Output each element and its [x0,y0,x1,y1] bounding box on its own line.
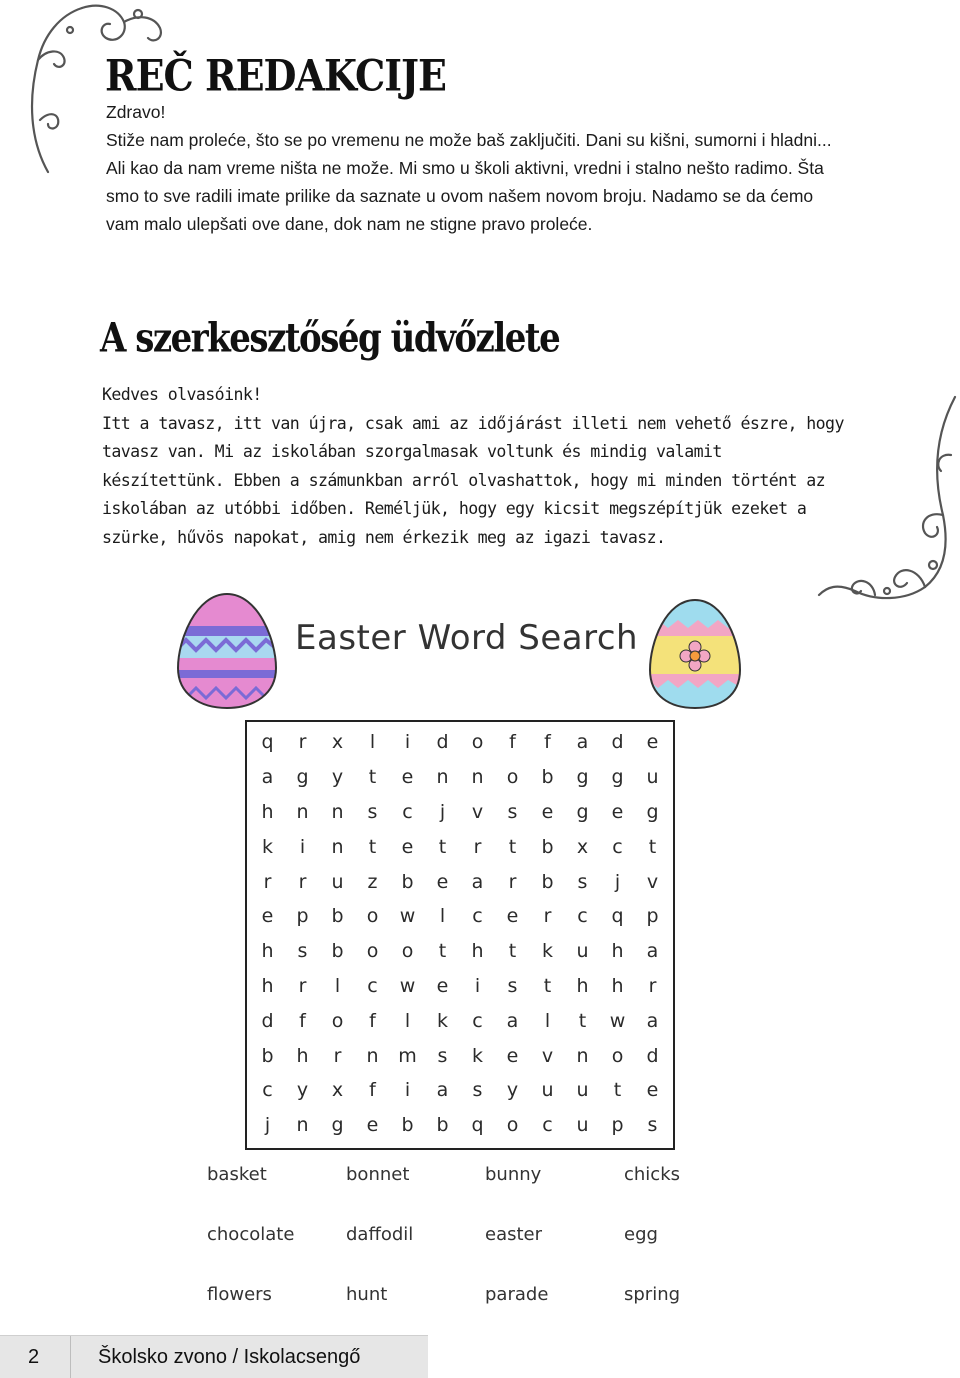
grid-letter: j [439,800,446,823]
grid-letter: x [331,1079,344,1102]
grid-letter: g [576,800,589,823]
grid-letter: a [261,766,274,789]
grid-letter: g [611,766,624,789]
grid-letter: o [471,731,484,754]
grid-letter: y [506,1079,519,1102]
grid-letter: b [436,1114,449,1137]
word-list-item: hunt [346,1284,388,1305]
grid-letter: u [576,1079,589,1102]
grid-letter: w [609,1009,626,1032]
grid-letter: g [331,1114,344,1137]
grid-letter: h [296,1044,309,1067]
grid-letter: y [331,766,344,789]
grid-letter: b [331,905,344,928]
grid-letter: h [471,940,484,963]
grid-letter: b [401,870,414,893]
word-list-item: bunny [485,1164,542,1185]
grid-letter: f [544,731,551,754]
grid-letter: r [263,870,272,893]
grid-letter: l [404,1009,411,1032]
grid-letter: u [576,940,589,963]
page-number: 2 [28,1346,40,1368]
grid-letter: a [576,731,589,754]
grid-letter: l [369,731,376,754]
editorial-title-hu: A szerkesztőség üdvőzlete [100,315,560,363]
grid-letter: i [404,1079,411,1102]
grid-letter: a [471,870,484,893]
grid-letter: h [261,800,274,823]
grid-letter: c [612,835,623,858]
grid-letter: s [437,1044,448,1067]
grid-letter: b [401,1114,414,1137]
grid-letter: g [296,766,309,789]
word-list-item: bonnet [346,1164,410,1185]
grid-letter: n [296,1114,309,1137]
grid-letter: c [542,1114,553,1137]
easter-egg-icon [176,592,278,710]
grid-letter: l [334,974,341,997]
greeting-hu: Kedves olvasóink! [102,385,262,404]
easter-egg-flower-icon [648,598,742,710]
grid-letter: e [646,1079,659,1102]
page-footer [0,1335,428,1378]
grid-letter: r [333,1044,342,1067]
grid-letter: n [296,800,309,823]
publication-name: Školsko zvono / Iskolacsengő [98,1346,361,1368]
grid-letter: g [646,800,659,823]
word-list-item: parade [485,1284,549,1305]
grid-letter: d [611,731,624,754]
word-list-item: chicks [624,1164,681,1185]
grid-letter: c [367,974,378,997]
grid-letter: u [576,1114,589,1137]
grid-letter: e [506,905,519,928]
grid-letter: r [508,870,517,893]
grid-letter: e [646,731,659,754]
grid-letter: o [611,1044,624,1067]
grid-letter: h [261,940,274,963]
grid-letter: e [506,1044,519,1067]
grid-letter: y [296,1079,309,1102]
grid-letter: b [541,870,554,893]
letter-grid [250,725,670,1143]
body-paragraph-sr: Stiže nam proleće, što se po vremenu ne može baš zaključiti. Dani su kišni, sumorni i hladni... Ali kao da nam vreme ništa ne može. Mi smo u školi aktivni, vredni i stalno nešto radimo. Šta smo to sve radili imate prilike da saznate u ovom našem novom broju. Nadamo se da ćemo vam malo ulepšati ove dane, dok nam ne stigne pravo proleće. [106,130,832,234]
grid-letter: t [508,940,517,963]
word-list-item: chocolate [207,1224,295,1245]
editorial-text-hu [102,381,847,552]
word-list-item: daffodil [346,1224,414,1245]
word-list-item: spring [624,1284,681,1305]
grid-letter: t [438,835,447,858]
grid-letter: o [506,766,519,789]
grid-letter: d [436,731,449,754]
grid-letter: i [474,974,481,997]
grid-letter: u [331,870,344,893]
word-list-item: easter [485,1224,543,1245]
grid-letter: s [367,800,378,823]
footer-divider [70,1336,71,1378]
grid-letter: q [611,905,624,928]
grid-letter: t [368,835,377,858]
grid-letter: h [576,974,589,997]
grid-letter: n [436,766,449,789]
grid-letter: j [264,1114,271,1137]
word-list [207,1162,747,1342]
puzzle-title: Easter Word Search [295,618,639,658]
grid-letter: h [611,940,624,963]
grid-letter: c [262,1079,273,1102]
grid-letter: o [366,940,379,963]
grid-letter: d [646,1044,659,1067]
grid-letter: k [261,835,273,858]
grid-letter: r [298,731,307,754]
grid-letter: s [507,800,518,823]
grid-letter: l [439,905,446,928]
grid-letter: v [471,800,484,823]
grid-letter: n [331,800,344,823]
word-list-item: basket [207,1164,267,1185]
grid-letter: t [438,940,447,963]
grid-letter: i [404,731,411,754]
grid-letter: k [436,1009,448,1032]
grid-letter: e [436,974,449,997]
grid-letter: e [401,766,414,789]
grid-letter: f [299,1009,306,1032]
grid-letter: o [506,1114,519,1137]
grid-letter: p [296,905,309,928]
grid-letter: r [543,905,552,928]
grid-letter: e [401,835,414,858]
grid-letter: b [541,766,554,789]
grid-letter: e [366,1114,379,1137]
grid-letter: w [399,905,416,928]
grid-letter: b [331,940,344,963]
grid-letter: s [577,870,588,893]
greeting-sr: Zdravo! [106,102,166,122]
grid-letter: v [541,1044,554,1067]
grid-letter: z [367,870,378,893]
grid-letter: l [544,1009,551,1032]
grid-letter: o [366,905,379,928]
grid-letter: n [576,1044,589,1067]
word-list-item: flowers [207,1284,272,1305]
editorial-title-sr: REČ REDAKCIJE [105,50,446,101]
grid-letter: i [299,835,306,858]
grid-letter: t [578,1009,587,1032]
grid-letter: e [541,800,554,823]
grid-letter: s [472,1079,483,1102]
grid-letter: w [399,974,416,997]
grid-letter: t [613,1079,622,1102]
grid-letter: e [611,800,624,823]
grid-letter: b [261,1044,274,1067]
grid-letter: t [648,835,657,858]
grid-letter: r [298,974,307,997]
editorial-text-sr [106,98,851,238]
grid-letter: p [646,905,659,928]
grid-letter: m [398,1044,417,1067]
grid-letter: o [331,1009,344,1032]
grid-letter: c [577,905,588,928]
grid-letter: t [508,835,517,858]
grid-letter: t [368,766,377,789]
grid-letter: x [576,835,589,858]
grid-letter: b [541,835,554,858]
word-list-item: egg [624,1224,658,1245]
grid-letter: a [646,1009,659,1032]
grid-letter: u [646,766,659,789]
grid-letter: p [611,1114,624,1137]
grid-letter: e [436,870,449,893]
grid-letter: c [402,800,413,823]
grid-letter: d [261,1009,274,1032]
grid-letter: h [611,974,624,997]
grid-letter: k [541,940,553,963]
grid-letter: r [298,870,307,893]
grid-letter: h [261,974,274,997]
grid-letter: s [297,940,308,963]
grid-letter: n [366,1044,379,1067]
grid-letter: s [647,1114,658,1137]
grid-letter: n [331,835,344,858]
grid-letter: f [369,1009,376,1032]
grid-letter: r [648,974,657,997]
grid-letter: a [646,940,659,963]
grid-letter: a [436,1079,449,1102]
grid-letter: v [646,870,659,893]
grid-letter: c [472,1009,483,1032]
grid-letter: q [261,731,274,754]
body-paragraph-hu: Itt a tavasz, itt van újra, csak ami az időjárást illeti nem vehető észre, hogy tavasz van. Mi az iskolában szorgalmasak voltunk és mindig valamit készítettünk. Ebben a számunkban arról olvashattok, hogy mi minden történt az iskolában az utóbbi időben. Reméljük, hogy egy kicsit megszépítjük ezeket a szürke, hűvös napokat, amig nem érkezik meg az igazi tavasz. [102,413,844,547]
grid-letter: f [509,731,516,754]
grid-letter: f [369,1079,376,1102]
grid-letter: n [471,766,484,789]
grid-letter: r [473,835,482,858]
grid-letter: j [614,870,621,893]
grid-letter: k [471,1044,483,1067]
grid-letter: c [472,905,483,928]
grid-letter: q [471,1114,484,1137]
grid-letter: s [507,974,518,997]
grid-letter: u [541,1079,554,1102]
grid-letter: t [543,974,552,997]
grid-letter: a [506,1009,519,1032]
grid-letter: g [576,766,589,789]
flourish-ornament-icon [815,395,960,610]
grid-letter: x [331,731,344,754]
grid-letter: o [401,940,414,963]
grid-letter: e [261,905,274,928]
